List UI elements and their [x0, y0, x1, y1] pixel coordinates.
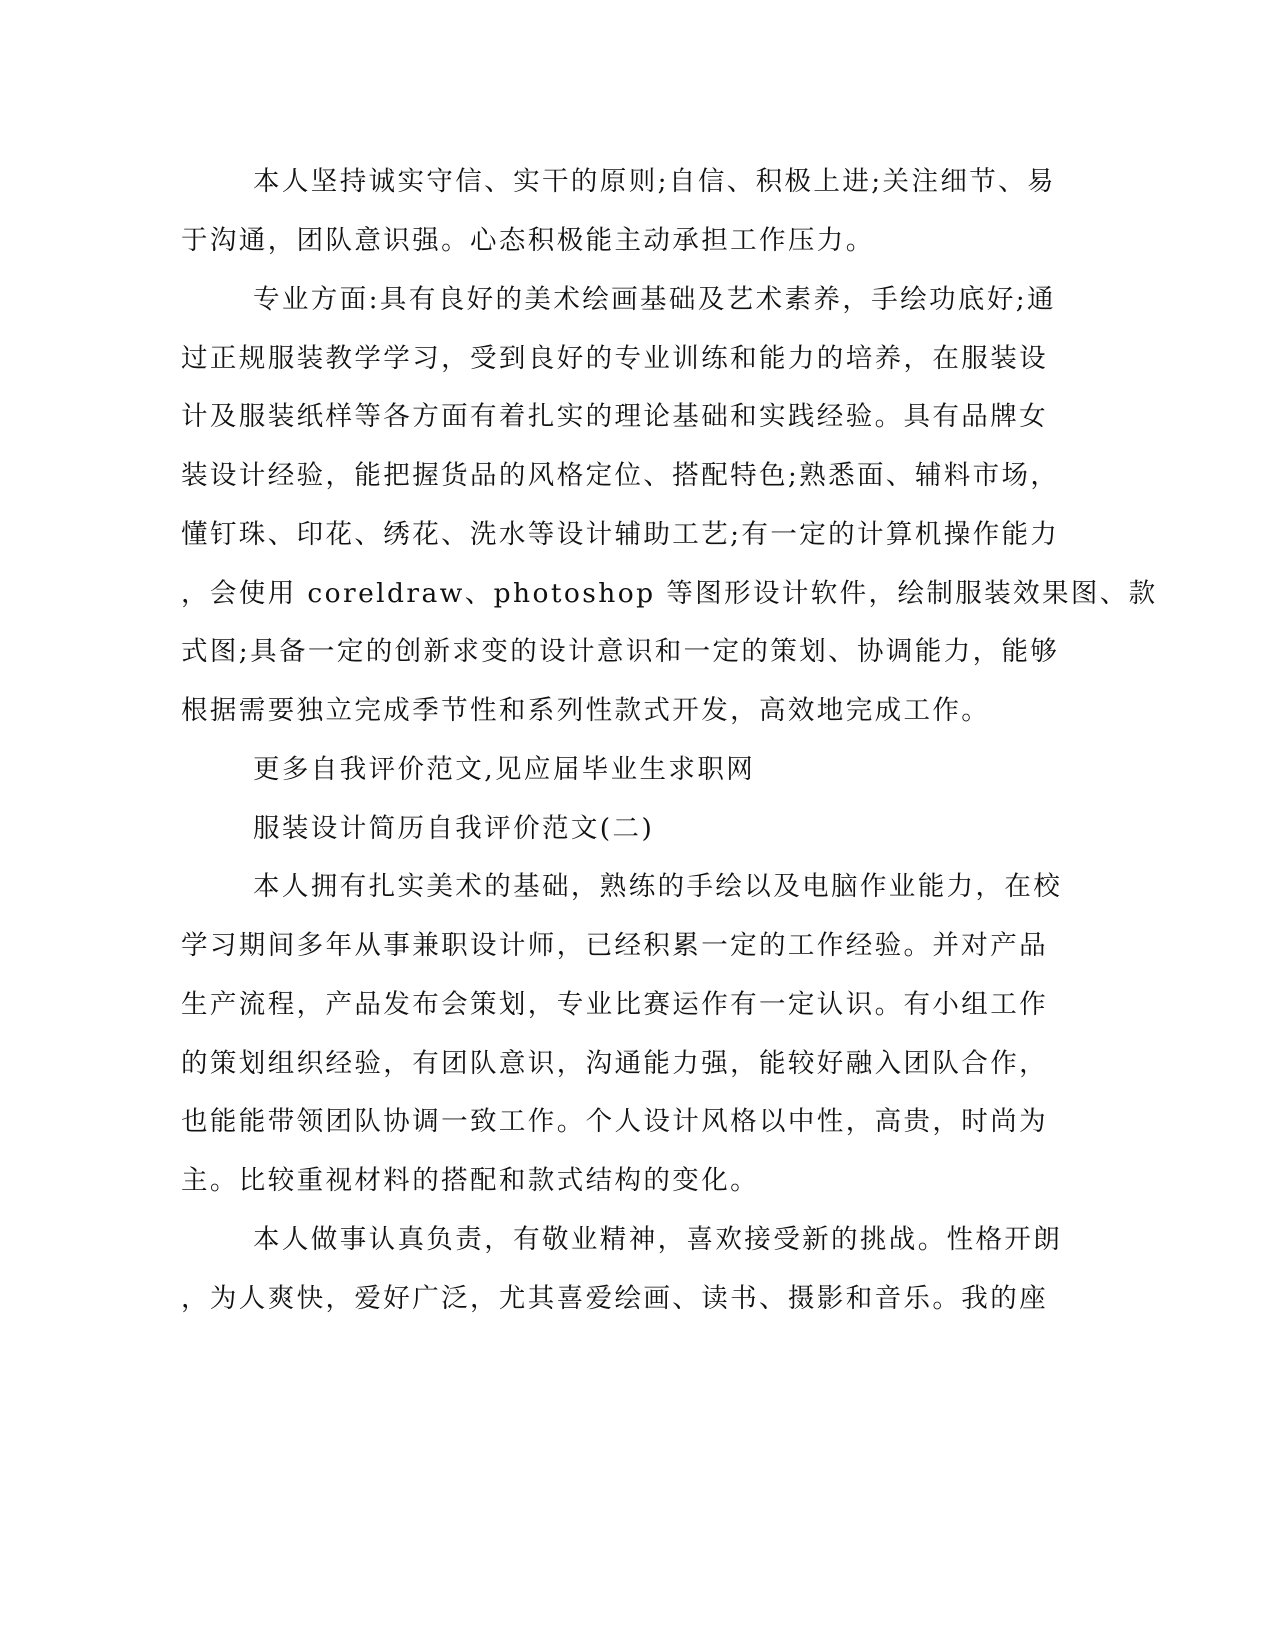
- paragraph-line: 于沟通，团队意识强。心态积极能主动承担工作压力。: [181, 225, 875, 256]
- paragraph-line: 专业方面:具有良好的美术绘画基础及艺术素养，手绘功底好;通: [253, 284, 1056, 315]
- more-samples-note: 更多自我评价范文,见应届毕业生求职网: [253, 754, 756, 785]
- paragraph-line: 本人坚持诚实守信、实干的原则;自信、积极上进;关注细节、易: [253, 166, 1056, 197]
- paragraph-line: 的策划组织经验，有团队意识，沟通能力强，能较好融入团队合作，: [181, 1048, 1048, 1079]
- paragraph-line: 本人拥有扎实美术的基础，熟练的手绘以及电脑作业能力，在校: [253, 871, 1063, 902]
- paragraph-line: 学习期间多年从事兼职设计师，已经积累一定的工作经验。并对产品: [181, 930, 1048, 961]
- paragraph-line: ，为人爽快，爱好广泛，尤其喜爱绘画、读书、摄影和音乐。我的座: [181, 1283, 1048, 1314]
- paragraph-line: 生产流程，产品发布会策划，专业比赛运作有一定认识。有小组工作: [181, 989, 1048, 1020]
- paragraph-line: 计及服装纸样等各方面有着扎实的理论基础和实践经验。具有品牌女: [181, 401, 1048, 432]
- paragraph-line: 本人做事认真负责，有敬业精神，喜欢接受新的挑战。性格开朗: [253, 1224, 1063, 1255]
- paragraph-line: 懂钉珠、印花、绣花、洗水等设计辅助工艺;有一定的计算机操作能力: [181, 519, 1060, 550]
- paragraph-line: 根据需要独立完成季节性和系列性款式开发，高效地完成工作。: [181, 695, 991, 726]
- paragraph-line: 也能能带领团队协调一致工作。个人设计风格以中性，高贵，时尚为: [181, 1106, 1048, 1137]
- paragraph-line: 主。比较重视材料的搭配和款式结构的变化。: [181, 1165, 759, 1196]
- paragraph-line: 式图;具备一定的创新求变的设计意识和一定的策划、协调能力，能够: [181, 636, 1060, 667]
- paragraph-line: ，会使用 coreldraw、photoshop 等图形设计软件，绘制服装效果图、款: [181, 578, 1158, 609]
- paragraph-line: 过正规服装教学学习，受到良好的专业训练和能力的培养，在服装设: [181, 343, 1048, 374]
- paragraph-line: 装设计经验，能把握货品的风格定位、搭配特色;熟悉面、辅料市场，: [181, 460, 1060, 491]
- section-heading: 服装设计简历自我评价范文(二): [253, 813, 655, 844]
